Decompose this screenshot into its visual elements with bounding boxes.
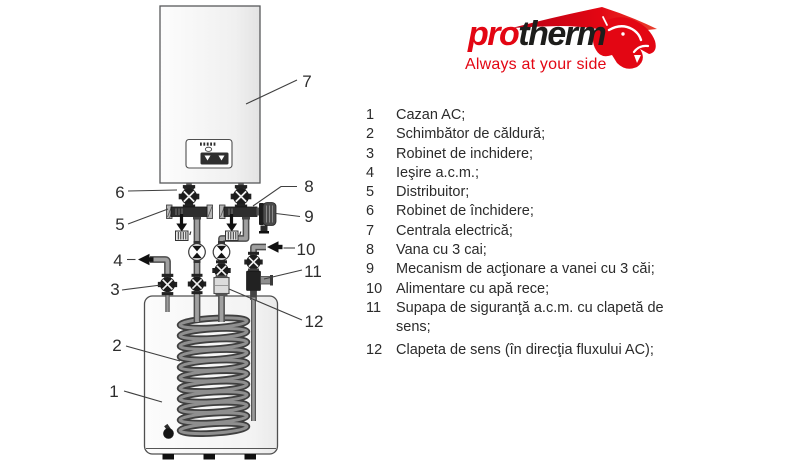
legend-item-text: Robinet de închidere; (396, 203, 534, 220)
protherm-logo (450, 3, 685, 81)
legend-item-text: Alimentare cu apă rece; (396, 280, 550, 297)
legend-item-number: 4 (366, 164, 375, 181)
legend-item (366, 341, 706, 360)
diagram-label-2: 2 (112, 336, 122, 355)
legend-item-text: Robinet de inchidere; (396, 145, 534, 162)
brand-wordmark (468, 15, 605, 54)
tank-foot (204, 454, 216, 460)
legend-item-number: 12 (366, 341, 383, 358)
shutoff-valve-pipe-left (188, 274, 206, 294)
diagram-label-4: 4 (113, 251, 123, 270)
legend-item-number: 7 (366, 222, 375, 239)
legend-item-text: Supapa de siguranţă a.c.m. cu clapetă de (396, 299, 664, 316)
legend-item-text: Clapeta de sens (în direcţia fluxului AC); (396, 341, 654, 358)
legend-item (366, 164, 706, 183)
legend-item (366, 280, 706, 299)
diagram-label-7: 7 (302, 72, 312, 91)
valve-actuator (257, 203, 277, 234)
check-valve-circle-right (213, 241, 230, 263)
diagram-label-11: 11 (304, 262, 322, 281)
check-valve-block (214, 276, 229, 297)
legend-item (366, 222, 706, 241)
radiator-symbol-left (176, 231, 191, 241)
diagram-label-3: 3 (110, 280, 120, 299)
legend-item (366, 106, 706, 125)
diagram-label-5: 5 (115, 215, 125, 234)
legend-item-text-line2: sens; (396, 319, 431, 336)
tank-foot (245, 454, 257, 460)
legend-item-number: 6 (366, 203, 375, 220)
legend-item-text: Centrala electrică; (396, 222, 513, 239)
diagram-label-10: 10 (296, 240, 316, 259)
diagram-label-6: 6 (115, 183, 125, 202)
legend-item-number: 5 (366, 184, 375, 201)
installation-diagram (0, 0, 360, 465)
legend-item-number: 8 (366, 242, 375, 259)
distributor-right (220, 204, 258, 220)
diagram-label-12: 12 (304, 312, 324, 331)
flow-arrow-cold-inlet (267, 241, 283, 252)
brand-tagline: Always at your side (465, 56, 607, 73)
wall-boiler (160, 6, 260, 190)
flow-arrow-hot-outlet (138, 254, 154, 265)
legend-item-text: Schimbător de căldură; (396, 126, 546, 143)
legend-item-text: Mecanism de acţionare a vanei cu 3 căi; (396, 261, 655, 278)
legend-item-text: Cazan AC; (396, 107, 466, 123)
legend-item-number: 9 (366, 261, 375, 278)
legend-item (366, 125, 706, 144)
brand-pro: pro (468, 15, 519, 53)
legend-item (366, 241, 706, 260)
check-valve-circle-left (189, 241, 206, 263)
legend-item-number: 11 (366, 299, 382, 316)
diagram-label-9: 9 (304, 207, 314, 226)
legend (366, 106, 706, 360)
legend-item-number: 3 (366, 145, 375, 162)
legend-item (366, 299, 706, 338)
legend-item (366, 145, 706, 164)
legend-item (366, 202, 706, 221)
legend-item-text: Distribuitor; (396, 184, 470, 201)
legend-item-text: Vana cu 3 cai; (396, 242, 487, 259)
legend-item-number: 1 (366, 107, 375, 123)
legend-item-number: 2 (366, 126, 375, 143)
legend-item (366, 183, 706, 202)
legend-item (366, 260, 706, 279)
distributor-left (167, 204, 213, 220)
boiler-control-panel (186, 140, 232, 169)
diagram-label-8: 8 (304, 177, 314, 196)
legend-item-text: Ieşire a.c.m.; (396, 164, 479, 181)
tank-foot (163, 454, 175, 460)
legend-item-number: 10 (366, 280, 383, 297)
diagram-label-1: 1 (109, 382, 119, 401)
brand-therm: therm (518, 15, 606, 53)
